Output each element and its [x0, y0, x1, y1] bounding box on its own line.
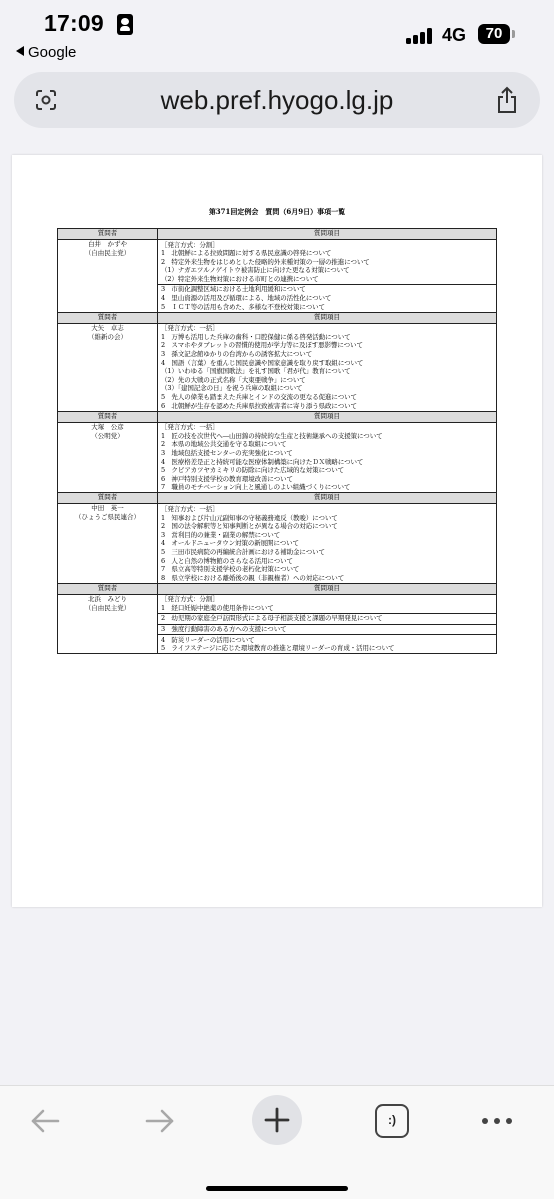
question-item: ［発言方式：一括］ — [161, 423, 219, 432]
question-items-cell — [158, 422, 497, 493]
question-item: 6 人と自然の博物館のさらなる活用について — [161, 556, 293, 565]
questioner-party: （公明党） — [91, 431, 124, 440]
question-table — [57, 228, 497, 654]
question-item: ［発言方式：分割］ — [161, 240, 219, 249]
question-item: 2 特定外来生物をはじめとした侵略的外来種対策の一層の推進について — [161, 257, 370, 266]
questioner-party: （自由民主党） — [84, 603, 131, 612]
table-row — [58, 422, 497, 493]
question-item: 5 先人の偉業も踏まえた兵庫とインドの交流の更なる促進について — [161, 393, 357, 401]
header-items: 質問項目 — [158, 411, 497, 422]
question-item: 4 オールドニュータウン対策の新展開について — [161, 539, 299, 548]
questioner-party: （維新の会） — [88, 332, 127, 341]
question-items-cell — [158, 284, 497, 312]
question-item: 3 地域包括支援センターの充実強化について — [161, 448, 293, 457]
question-item: 8 県立学校における離婚後の親（非親権者）への対応について — [161, 573, 345, 582]
back-triangle-icon — [16, 46, 24, 56]
home-indicator — [206, 1186, 348, 1191]
pdf-page — [12, 155, 542, 907]
header-questioner: 質問者 — [58, 411, 158, 422]
header-items: 質問項目 — [158, 229, 497, 240]
back-app-label: Google — [28, 44, 77, 61]
question-item: 3 市街化調整区域における土地利用緩和について — [161, 285, 306, 294]
header-questioner: 質問者 — [58, 312, 158, 323]
table-header-row — [58, 411, 497, 422]
table-header-row — [58, 229, 497, 240]
new-tab-button[interactable] — [252, 1095, 302, 1145]
plus-icon — [252, 1095, 302, 1145]
question-item: ［発言方式：分割］ — [161, 595, 219, 604]
question-item: 5 ＩＣＴ等の活用も含めた、多様な不登校対策について — [161, 302, 325, 311]
questioner-name: 大塚 公彦 — [91, 422, 124, 431]
questioner-cell — [58, 594, 158, 654]
questioner-cell — [58, 504, 158, 583]
questioner-cell — [58, 240, 158, 313]
question-item: 5 クビアカツヤカミキリの防除に向けた広域的な対策について — [161, 466, 345, 475]
question-item: 4 防災リーダーの活用について — [161, 635, 255, 644]
table-header-row — [58, 583, 497, 594]
question-items-cell — [158, 613, 497, 624]
more-options-icon[interactable] — [478, 1116, 518, 1126]
question-item: （2）特定外来生物対策における市町との連携について — [161, 274, 319, 283]
question-item: 4 里山資源の活用及び循環による、地域の活性化について — [161, 294, 332, 303]
question-items-cell — [158, 240, 497, 285]
questioner-cell — [58, 323, 158, 411]
table-header-row — [58, 493, 497, 504]
questioner-name: 大矢 卓志 — [91, 323, 124, 332]
question-item: 1 匠の技を次世代へ―山田錦の持続的な生産と技術継承への支援策について — [161, 431, 383, 440]
header-questioner: 質問者 — [58, 583, 158, 594]
question-item: 2 本県の地域公共交通を守る取組について — [161, 440, 287, 449]
status-bar — [0, 0, 554, 61]
battery-icon: 70 — [478, 24, 510, 44]
questioner-party: （ひょうご県民連合） — [75, 513, 140, 522]
question-item: 5 ライフステージに応じた環境教育の推進と環境リーダーの育成・活用について — [161, 644, 395, 653]
network-type: 4G — [442, 25, 467, 45]
question-item: 2 幼児期の家庭全戸訪問形式による母子相談支援と課題の早期発見について — [161, 614, 383, 623]
question-item: 4 医療格差是正と持続可能な医療体制構築に向けたＤＸ戦略について — [161, 457, 364, 466]
header-items: 質問項目 — [158, 583, 497, 594]
back-to-app-link[interactable] — [16, 44, 76, 61]
question-item: 3 営利目的の兼業・副業の解禁について — [161, 530, 281, 539]
question-items-cell — [158, 323, 497, 411]
back-arrow-icon[interactable] — [25, 1101, 65, 1141]
question-item: 2 国の法令解釈等と知事判断とが異なる場合の対応について — [161, 522, 338, 531]
tab-switcher-button[interactable]: :) — [375, 1104, 409, 1138]
url-text[interactable]: web.pref.hyogo.lg.jp — [160, 85, 394, 115]
question-item: ［発言方式：一括］ — [161, 504, 219, 513]
battery-nub — [512, 30, 515, 38]
questioner-cell — [58, 422, 158, 493]
question-item: 7 職員のモチベーション向上と風通しのよい組織づくりについて — [161, 483, 351, 492]
header-questioner: 質問者 — [58, 493, 158, 504]
header-items: 質問項目 — [158, 312, 497, 323]
forward-arrow-icon[interactable] — [140, 1101, 180, 1141]
questioner-party: （自由民主党） — [84, 249, 131, 257]
cellular-signal-icon — [406, 28, 433, 44]
header-items: 質問項目 — [158, 493, 497, 504]
question-item: （2）先の大戦の正式名称「大東亜戦争」について — [161, 375, 306, 384]
question-item: （1）いわゆる「国旗国歌法」を礼す国歌「君が代」教育について — [161, 367, 351, 376]
questioner-name: 白井 かずや — [88, 240, 127, 248]
table-row — [58, 594, 497, 613]
document-title: 第371回定例会 質問（6月9日）事項一覧 — [208, 207, 346, 216]
table-row — [58, 323, 497, 411]
questioner-name: 北浜 みどり — [88, 594, 127, 603]
question-item: 3 孫文記念館ゆかりの台湾からの誘客拡大について — [161, 350, 313, 359]
question-items-cell — [158, 624, 497, 635]
question-items-cell — [158, 594, 497, 613]
question-items-cell — [158, 635, 497, 654]
table-row — [58, 504, 497, 583]
share-icon[interactable] — [494, 86, 520, 114]
bottom-toolbar — [0, 1085, 554, 1199]
table-header-row — [58, 312, 497, 323]
status-time: 17:09 — [44, 10, 104, 36]
question-item: 1 知事および片山元副知事の守秘義務違反（教唆）について — [161, 513, 338, 522]
question-item: （3）「建国記念の日」を祝う兵庫の取組について — [161, 384, 303, 393]
question-item: （1）ナガエツルノゲイトウ被害防止に向けた更なる対策について — [161, 266, 350, 275]
question-item: 2 スマホやタブレットの習慣的使用が学力等に及ぼす悪影響について — [161, 341, 363, 350]
question-item: 1 経口妊娠中絶薬の使用条件について — [161, 603, 274, 612]
questioner-name: 中田 英一 — [91, 504, 124, 513]
question-item: 1 万博も活用した兵庫の歯科・口腔保健に係る啓発活動について — [161, 332, 351, 341]
question-item: 5 三田市民病院の再編統合計画における補助金について — [161, 547, 325, 556]
question-item: 3 強度行動障害のある方への支援について — [161, 625, 287, 634]
table-row — [58, 240, 497, 285]
question-item: 1 北朝鮮による拉致問題に対する県民意識の啓発について — [161, 249, 332, 258]
question-item: 4 国語（言葉）を重んじ国民意識や国家意識を取り戻す取組について — [161, 358, 364, 367]
question-item: 6 神戸特別支援学校の教育環境改善について — [161, 474, 293, 483]
header-questioner: 質問者 — [58, 229, 158, 240]
question-item: 6 北朝鮮が生存を認めた兵庫県拉致被害者に寄り添う県政について — [161, 401, 357, 410]
question-items-cell — [158, 504, 497, 583]
question-item: ［発言方式：一括］ — [161, 324, 219, 333]
contact-card-icon — [117, 14, 133, 35]
address-bar[interactable] — [14, 72, 540, 128]
question-item: 7 県立高等特別支援学校の老朽化対策について — [161, 565, 300, 574]
